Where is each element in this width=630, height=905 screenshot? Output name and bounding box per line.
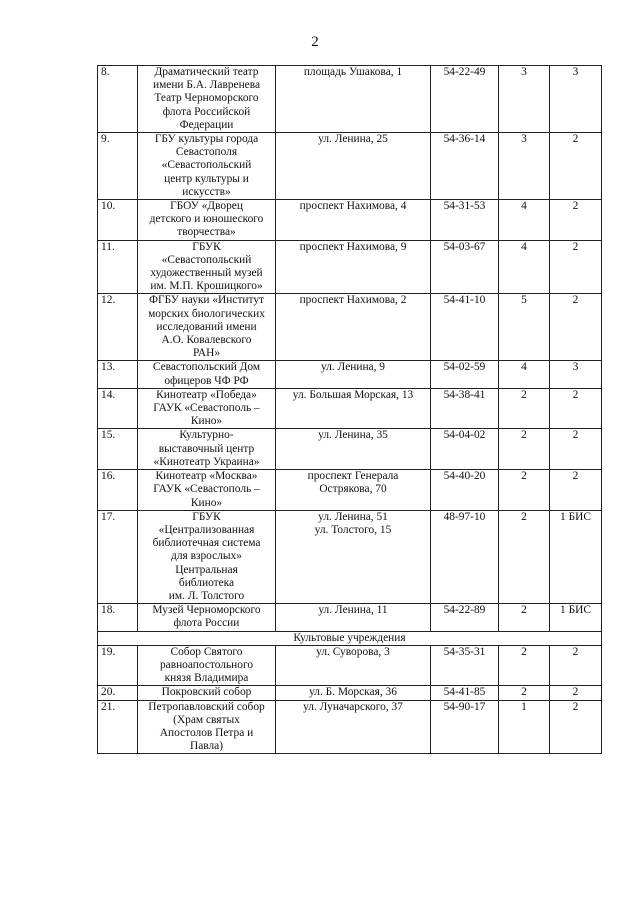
institution-address <box>276 200 431 241</box>
name-line: Кинотеатр «Москва» <box>155 470 258 483</box>
value-column-a: 2 <box>499 645 550 686</box>
value-column-b: 3 <box>550 361 602 388</box>
name-line: «Кинотеатр Украина» <box>153 455 260 468</box>
value-column-a: 5 <box>499 294 550 361</box>
value-column-a: 2 <box>499 470 550 511</box>
name-line: (Храм святых <box>173 713 240 726</box>
table-row <box>98 240 602 294</box>
name-line: ГАУК «Севастополь – <box>153 402 260 415</box>
institution-address <box>276 470 431 511</box>
name-line: им. М.П. Крошицкого» <box>150 280 263 293</box>
name-line: Музей Черноморского <box>152 604 261 617</box>
address-line: ул. Ленина, 11 <box>318 604 388 617</box>
address-line: ул. Большая Морская, 13 <box>292 388 414 401</box>
address-line: проспект Генерала <box>307 470 399 483</box>
institution-name <box>138 133 276 200</box>
institution-phone: 54-31-53 <box>431 200 499 241</box>
value-column-b: 2 <box>550 686 602 700</box>
institution-phone: 54-38-41 <box>431 388 499 429</box>
name-line: Покровский собор <box>161 686 252 699</box>
row-number: 13. <box>98 361 138 388</box>
value-column-a: 2 <box>499 686 550 700</box>
row-number: 21. <box>98 700 138 754</box>
table-row <box>98 361 602 388</box>
name-line: ГБУ культуры города <box>154 133 259 146</box>
institution-phone: 54-04-02 <box>431 429 499 470</box>
row-number: 16. <box>98 470 138 511</box>
institution-address <box>276 66 431 133</box>
address-line: Острякова, 70 <box>319 483 387 496</box>
name-line: Севастопольский Дом <box>152 361 261 374</box>
name-line: исследований имени <box>156 320 257 333</box>
address-line: ул. Ленина, 9 <box>320 361 385 374</box>
institution-address <box>276 133 431 200</box>
value-column-b: 2 <box>550 200 602 241</box>
institution-phone: 54-22-89 <box>431 604 499 631</box>
section-title: Культовые учреждения <box>98 631 602 645</box>
row-number: 19. <box>98 645 138 686</box>
name-line: им. Л. Толстого <box>168 589 245 602</box>
name-line: Севастополя <box>175 146 238 159</box>
institution-name <box>138 361 276 388</box>
value-column-a: 2 <box>499 429 550 470</box>
value-column-b: 1 БИС <box>550 604 602 631</box>
row-number: 11. <box>98 240 138 294</box>
institution-phone: 54-41-10 <box>431 294 499 361</box>
name-line: ФГБУ науки «Институт <box>148 294 265 307</box>
name-line: Апостолов Петра и <box>159 726 254 739</box>
institution-name <box>138 240 276 294</box>
name-line: равноапостольного <box>159 658 254 671</box>
institution-address <box>276 645 431 686</box>
name-line: Центральная <box>175 563 238 576</box>
address-line: площадь Ушакова, 1 <box>303 66 403 78</box>
address-line: ул. Б. Морская, 36 <box>309 686 397 699</box>
institution-name <box>138 470 276 511</box>
name-line: ГБУК <box>192 240 221 253</box>
value-column-b: 2 <box>550 645 602 686</box>
value-column-b: 2 <box>550 240 602 294</box>
name-line: центр культуры и <box>164 172 249 185</box>
table-row <box>98 429 602 470</box>
name-line: Кинотеатр «Победа» <box>156 388 257 401</box>
table-body-section <box>98 631 602 645</box>
institution-name <box>138 200 276 241</box>
value-column-b: 2 <box>550 294 602 361</box>
institution-name <box>138 294 276 361</box>
name-line: искусств» <box>182 185 231 198</box>
institution-address <box>276 388 431 429</box>
name-line: для взрослых» <box>171 550 242 563</box>
institution-name <box>138 510 276 603</box>
page-number: 2 <box>311 34 319 50</box>
institution-address <box>276 361 431 388</box>
institution-name <box>138 700 276 754</box>
institutions-table <box>97 65 602 754</box>
institution-address <box>276 240 431 294</box>
row-number: 10. <box>98 200 138 241</box>
value-column-a: 2 <box>499 510 550 603</box>
name-line: флота Российской <box>162 105 251 118</box>
row-number: 12. <box>98 294 138 361</box>
value-column-b: 2 <box>550 700 602 754</box>
name-line: морских биологических <box>148 307 265 320</box>
name-line: библиотечная система <box>152 537 261 550</box>
value-column-a: 1 <box>499 700 550 754</box>
address-line: ул. Толстого, 15 <box>314 523 392 536</box>
value-column-b: 2 <box>550 388 602 429</box>
value-column-a: 4 <box>499 240 550 294</box>
name-line: флота России <box>173 617 240 630</box>
name-line: Кино» <box>190 496 223 509</box>
institution-address <box>276 686 431 700</box>
name-line: выставочный центр <box>158 442 255 455</box>
row-number: 14. <box>98 388 138 429</box>
name-line: Собор Святого <box>170 645 243 658</box>
institution-address <box>276 604 431 631</box>
table-row <box>98 645 602 686</box>
table-row <box>98 200 602 241</box>
institution-phone: 54-90-17 <box>431 700 499 754</box>
name-line: «Централизованная <box>158 523 255 536</box>
name-line: ГБОУ «Дворец <box>170 200 243 213</box>
name-line: ГБУК <box>192 510 221 523</box>
table-body-religious <box>98 645 602 754</box>
address-line: проспект Нахимова, 2 <box>299 294 407 307</box>
name-line: А.О. Ковалевского <box>161 334 252 347</box>
name-line: Культурно- <box>179 429 234 442</box>
institution-phone: 54-40-20 <box>431 470 499 511</box>
address-line: проспект Нахимова, 9 <box>299 240 407 253</box>
table-row <box>98 470 602 511</box>
table-row <box>98 604 602 631</box>
name-line: «Севастопольский <box>161 159 252 172</box>
value-column-a: 3 <box>499 66 550 133</box>
name-line: «Севастопольский <box>161 253 252 266</box>
name-line: Театр Черноморского <box>154 92 259 105</box>
institution-name <box>138 388 276 429</box>
institution-phone: 54-41-85 <box>431 686 499 700</box>
row-number: 20. <box>98 686 138 700</box>
name-line: князя Владимира <box>164 672 249 685</box>
name-line: детского и юношеского <box>149 213 264 226</box>
address-line: ул. Суворова, 3 <box>316 645 390 658</box>
name-line: имени Б.А. Лавренева <box>152 79 261 92</box>
name-line: офицеров ЧФ РФ <box>164 374 249 387</box>
value-column-a: 2 <box>499 388 550 429</box>
institution-name <box>138 645 276 686</box>
name-line: творчества» <box>177 226 236 239</box>
name-line: Петропавловский собор <box>148 700 265 713</box>
address-line: ул. Ленина, 25 <box>318 133 388 146</box>
value-column-a: 4 <box>499 200 550 241</box>
institution-phone: 48-97-10 <box>431 510 499 603</box>
institution-name <box>138 604 276 631</box>
table-row <box>98 66 602 133</box>
table-body-main <box>98 66 602 632</box>
table-row <box>98 700 602 754</box>
institution-name <box>138 686 276 700</box>
institution-phone: 54-36-14 <box>431 133 499 200</box>
row-number: 8. <box>98 66 138 133</box>
value-column-a: 4 <box>499 361 550 388</box>
table-row <box>98 686 602 700</box>
value-column-b: 2 <box>550 133 602 200</box>
institution-phone: 54-03-67 <box>431 240 499 294</box>
row-number: 17. <box>98 510 138 603</box>
name-line: Драматический театр <box>154 66 259 78</box>
institution-address <box>276 294 431 361</box>
institution-name <box>138 429 276 470</box>
institution-address <box>276 510 431 603</box>
value-column-b: 1 БИС <box>550 510 602 603</box>
row-number: 18. <box>98 604 138 631</box>
institution-phone: 54-35-31 <box>431 645 499 686</box>
section-header-row <box>98 631 602 645</box>
value-column-b: 2 <box>550 429 602 470</box>
table-row <box>98 294 602 361</box>
address-line: проспект Нахимова, 4 <box>299 200 407 213</box>
table-row <box>98 510 602 603</box>
institution-address <box>276 700 431 754</box>
institution-address <box>276 429 431 470</box>
row-number: 15. <box>98 429 138 470</box>
name-line: Павла) <box>189 740 224 753</box>
institution-phone: 54-02-59 <box>431 361 499 388</box>
institution-name <box>138 66 276 133</box>
row-number: 9. <box>98 133 138 200</box>
value-column-a: 2 <box>499 604 550 631</box>
name-line: Кино» <box>190 415 223 428</box>
name-line: библиотека <box>178 576 235 589</box>
name-line: РАН» <box>192 347 221 360</box>
name-line: художественный музей <box>150 267 263 280</box>
value-column-b: 3 <box>550 66 602 133</box>
name-line: Федерации <box>179 118 234 131</box>
value-column-a: 3 <box>499 133 550 200</box>
table-row <box>98 133 602 200</box>
name-line: ГАУК «Севастополь – <box>153 483 260 496</box>
value-column-b: 2 <box>550 470 602 511</box>
address-line: ул. Ленина, 51 <box>318 510 388 523</box>
table-row <box>98 388 602 429</box>
address-line: ул. Луначарского, 37 <box>303 700 403 713</box>
address-line: ул. Ленина, 35 <box>318 429 388 442</box>
institution-phone: 54-22-49 <box>431 66 499 133</box>
